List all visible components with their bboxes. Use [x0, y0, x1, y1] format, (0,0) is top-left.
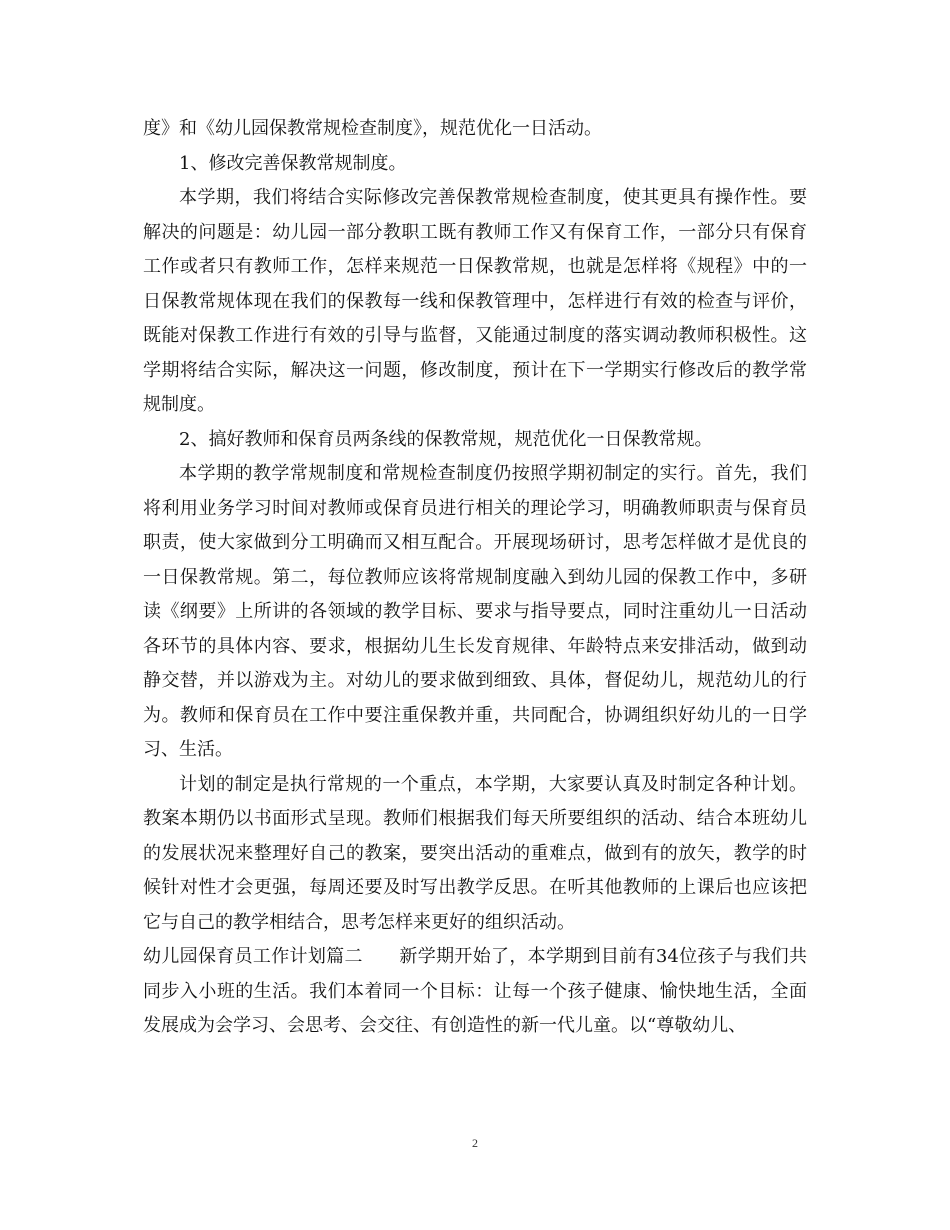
- paragraph-7: 幼儿园保育员工作计划篇二 新学期开始了，本学期到目前有34位孩子与我们共同步入小班的生活。我们本着同一个目标：让每一个孩子健康、愉快地生活，全面发展成为会学习、会思考、会交往、有创造性的新一代儿童。以“尊敬幼儿、: [143, 946, 807, 1036]
- paragraph-5: 本学期的教学常规制度和常规检查制度仍按照学期初制定的实行。首先，我们将利用业务学习时间对教师或保育员进行相关的理论学习，明确教师职责与保育员职责，使大家做到分工明确而又相互配合。开展现场研讨，思考怎样做才是优良的一日保教常规。第二，每位教师应该将常规制度融入到幼儿园的保教工作中，多研读《纲要》上所讲的各领域的教学目标、要求与指导要点，同时注重幼儿一日活动各环节的具体内容、要求，根据幼儿生长发育规律、年龄特点来安排活动，做到动静交替，并以游戏为主。对幼儿的要求做到细致、具体，督促幼儿，规范幼儿的行为。教师和保育员在工作中要注重保教并重，共同配合，协调组织好幼儿的一日学习、生活。: [143, 463, 807, 760]
- paragraph-6: 计划的制定是执行常规的一个重点，本学期，大家要认真及时制定各种计划。教案本期仍以书面形式呈现。教师们根据我们每天所要组织的活动、结合本班幼儿的发展状况来整理好自己的教案，要突出活动的重难点，做到有的放矢，教学的时候针对性才会更强，每周还要及时写出教学反思。在听其他教师的上课后也应该把它与自己的教学相结合，思考怎样来更好的组织活动。: [143, 773, 807, 933]
- document-body: [143, 112, 807, 1044]
- page-number: 2: [472, 1136, 478, 1150]
- paragraph-2: 1、修改完善保教常规制度。: [179, 152, 407, 174]
- paragraph-1: 度》和《幼儿园保教常规检查制度》，规范优化一日活动。: [143, 118, 602, 139]
- paragraph-3: 本学期，我们将结合实际修改完善保教常规检查制度，使其更具有操作性。要解决的问题是：幼儿园一部分教职工既有教师工作又有保育工作，一部分只有保育工作或者只有教师工作，怎样来规范一日保教常规，也就是怎样将《规程》中的一日保教常规体现在我们的保教每一线和保教管理中，怎样进行有效的检查与评价，既能对保教工作进行有效的引导与监督，又能通过制度的落实调动教师积极性。这学期将结合实际，解决这一问题，修改制度，预计在下一学期实行修改后的教学常规制度。: [143, 187, 807, 415]
- paragraph-4: 2、搞好教师和保育员两条线的保教常规，规范优化一日保教常规。: [179, 428, 713, 450]
